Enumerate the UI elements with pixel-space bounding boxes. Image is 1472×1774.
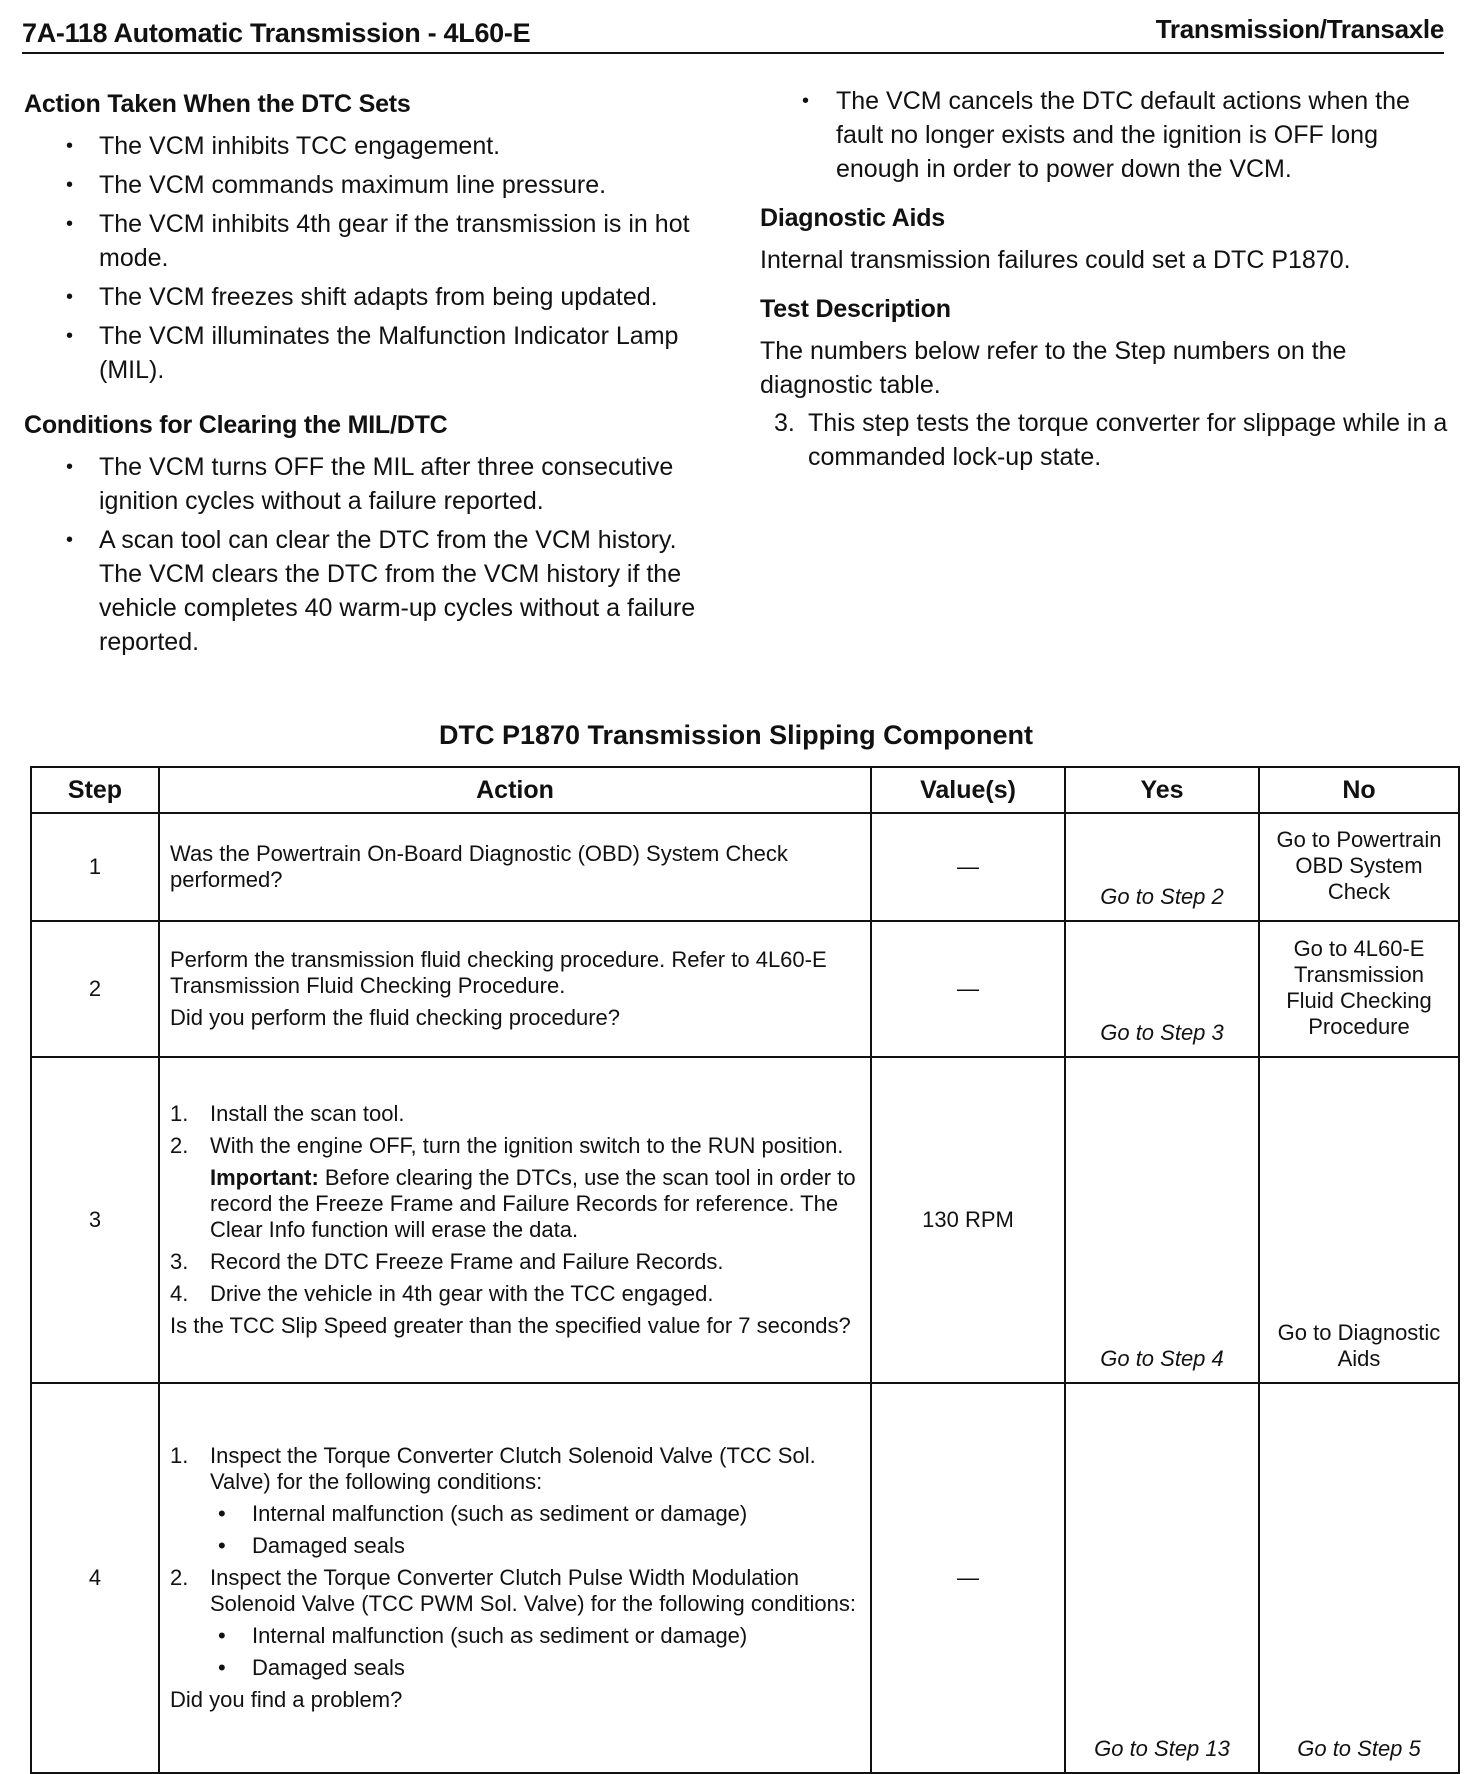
action-question: Is the TCC Slip Speed greater than the specified value for 7 seconds?: [170, 1313, 851, 1338]
page-header: [22, 14, 1444, 52]
table-row: [31, 1057, 1459, 1383]
condition-item: • Damaged seals: [170, 1533, 860, 1559]
diagnostic-table: [30, 766, 1460, 1774]
list-item: • The VCM illuminates the Malfunction Indicator Lamp (MIL).: [24, 319, 724, 387]
procedure-step: [170, 1443, 860, 1495]
no-cell: Go to Powertrain OBD System Check: [1259, 813, 1459, 921]
value-cell: —: [871, 813, 1065, 921]
action-cell: [159, 1057, 871, 1383]
table-header-row: [31, 767, 1459, 813]
procedure-step: [170, 1565, 860, 1617]
step-num: 1.: [170, 1101, 189, 1126]
header-yes: Yes: [1065, 767, 1259, 813]
header-step: Step: [31, 767, 159, 813]
procedure-step: [170, 1281, 860, 1307]
step-number: 3: [31, 1057, 159, 1383]
step-text: Record the DTC Freeze Frame and Failure Records.: [210, 1249, 724, 1274]
list-item: • A scan tool can clear the DTC from the VCM history. The VCM clears the DTC from the VCM history if the vehicle completes 40 warm-up cycles without a failure reported.: [24, 523, 724, 659]
important-label: Important:: [210, 1165, 319, 1190]
action-question: Did you perform the fluid checking procedure?: [170, 1005, 621, 1030]
no-cell: Go to Step 5: [1259, 1383, 1459, 1773]
diagnostic-aids-heading: Diagnostic Aids: [760, 204, 945, 232]
header-action: Action: [159, 767, 871, 813]
list-item: • The VCM commands maximum line pressure.: [24, 168, 724, 202]
condition-item: • Internal malfunction (such as sediment or damage): [170, 1501, 860, 1527]
list-item: • The VCM inhibits 4th gear if the transmission is in hot mode.: [24, 207, 724, 275]
step-num: 1.: [170, 1443, 189, 1468]
test-description-text: The numbers below refer to the Step numbers on the diagnostic table.: [760, 337, 1347, 399]
table-row: [31, 813, 1459, 921]
table-row: [31, 921, 1459, 1057]
procedure-step: [170, 1101, 860, 1127]
action-cell: [159, 921, 871, 1057]
value-cell: —: [871, 921, 1065, 1057]
step-num: 4.: [170, 1281, 189, 1306]
header-no: No: [1259, 767, 1459, 813]
yes-cell: Go to Step 4: [1065, 1057, 1259, 1383]
action-text: Perform the transmission fluid checking procedure. Refer to 4L60-E Transmission Fluid Checking Procedure.: [170, 947, 827, 998]
important-note: [170, 1165, 860, 1243]
step-text: Inspect the Torque Converter Clutch Pulse Width Modulation Solenoid Valve (TCC PWM Sol. Valve) for the following conditions:: [210, 1565, 857, 1616]
action-list: [24, 129, 724, 387]
step-text: With the engine OFF, turn the ignition switch to the RUN position.: [210, 1133, 844, 1158]
list-item: [760, 406, 1450, 474]
step-number: 4: [31, 1383, 159, 1773]
condition-item: • Damaged seals: [170, 1655, 860, 1681]
right-column: [760, 84, 1450, 474]
value-cell: —: [871, 1383, 1065, 1773]
step-num: 2.: [170, 1133, 189, 1158]
cancel-list: [760, 84, 1450, 186]
header-rule: [22, 52, 1444, 54]
procedure-step: [170, 1133, 860, 1159]
action-cell: Was the Powertrain On-Board Diagnostic (OBD) System Check performed?: [159, 813, 871, 921]
list-item: • The VCM turns OFF the MIL after three consecutive ignition cycles without a failure reported.: [24, 450, 724, 518]
yes-cell: Go to Step 3: [1065, 921, 1259, 1057]
step-text: Drive the vehicle in 4th gear with the TCC engaged.: [210, 1281, 714, 1306]
yes-cell: Go to Step 13: [1065, 1383, 1259, 1773]
item-number: 3.: [774, 409, 795, 437]
step-text: Install the scan tool.: [210, 1101, 405, 1126]
diagnostic-aids-text: Internal transmission failures could set a DTC P1870.: [760, 246, 1351, 274]
no-cell: Go to Diagnostic Aids: [1259, 1057, 1459, 1383]
list-item: • The VCM inhibits TCC engagement.: [24, 129, 724, 163]
step-number: 1: [31, 813, 159, 921]
value-cell: 130 RPM: [871, 1057, 1065, 1383]
page-header-section: Transmission/Transaxle: [1155, 14, 1444, 44]
step-text: Inspect the Torque Converter Clutch Solenoid Valve (TCC Sol. Valve) for the following conditions:: [210, 1443, 816, 1494]
left-column: [24, 90, 724, 683]
action-cell: [159, 1383, 871, 1773]
table-row: [31, 1383, 1459, 1773]
test-description-heading: Test Description: [760, 295, 951, 323]
step-number: 2: [31, 921, 159, 1057]
step-num: 3.: [170, 1249, 189, 1274]
page-header-title: 7A-118 Automatic Transmission - 4L60-E: [22, 18, 531, 48]
condition-item: • Internal malfunction (such as sediment or damage): [170, 1623, 860, 1649]
yes-cell: Go to Step 2: [1065, 813, 1259, 921]
action-heading: Action Taken When the DTC Sets: [24, 90, 411, 118]
table-title: DTC P1870 Transmission Slipping Component: [438, 720, 1034, 750]
step-num: 2.: [170, 1565, 189, 1590]
clearing-heading: Conditions for Clearing the MIL/DTC: [24, 411, 448, 439]
procedure-step: [170, 1249, 860, 1275]
important-text: Before clearing the DTCs, use the scan tool in order to record the Freeze Frame and Failure Records for reference. The Clear Info function will erase the data.: [210, 1165, 856, 1242]
test-description-list: [760, 406, 1450, 474]
action-question: Did you find a problem?: [170, 1687, 403, 1712]
list-item: • The VCM freezes shift adapts from being updated.: [24, 280, 724, 314]
header-values: Value(s): [871, 767, 1065, 813]
list-item: • The VCM cancels the DTC default actions when the fault no longer exists and the ignition is OFF long enough in order to power down the VCM.: [760, 84, 1450, 186]
item-text: This step tests the torque converter for slippage while in a commanded lock-up state.: [808, 409, 1448, 471]
no-cell: Go to 4L60-E Transmission Fluid Checking Procedure: [1259, 921, 1459, 1057]
clearing-list: [24, 450, 724, 659]
